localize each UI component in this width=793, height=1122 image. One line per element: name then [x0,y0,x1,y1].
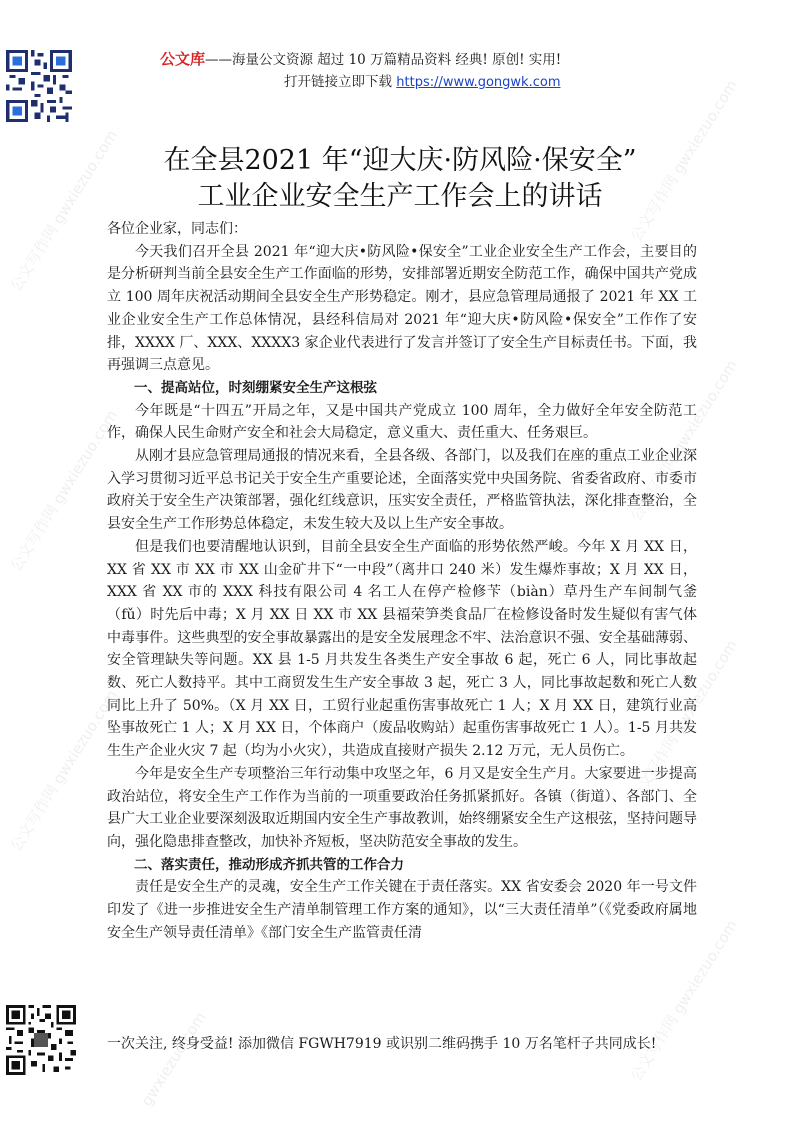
footer-note: 一次关注, 终身受益! 添加微信 FGWH7919 或识别二维码携手 10 万名笔杆子共同成长! [107,1036,657,1052]
paragraph: 今年是安全生产专项整治三年行动集中攻坚之年，6 月又是安全生产月。大家要进一步提高政治站位，将安全生产工作作为当前的一项重要政治任务抓紧抓好。各镇（街道）、各部门、全县广大工业企业要深刻汲取近期国内安全生产事故教训，始终绷紧安全生产这根弦，坚持问题导向，强化隐患排查整改，加快补齐短板，坚决防范安全事故的发生。 [107,765,697,850]
watermark: 公文写作网 gwxiezuo.com [6,406,122,575]
watermark: 公文写作网 gwxiezuo.com [626,636,742,805]
watermark: 公文写作网 gwxiezuo.com [626,916,742,1085]
brand-name: 公文库 [160,50,206,68]
document-title [100,143,700,215]
paragraph: 责任是安全生产的灵魂，安全生产工作关键在于责任落实。XX 省安委会 2020 年一号文件印发了《进一步推进安全生产清单制管理工作方案的通知》，以“三大责任清单”（《党委政府属地安全生产领导责任清单》《部门安全生产监管责任清 [107,879,697,941]
page-header [160,48,720,94]
paragraph: 从刚才县应急管理局通报的情况来看，全县各级、各部门，以及我们在座的重点工业企业深入学习贯彻习近平总书记关于安全生产重要论述，全面落实党中央国务院、省委省政府、市委市政府关于安全生产决策部署，强化红线意识，压实安全责任，严格监管执法，深化排查整治，全县安全生产工作形势总体稳定，未发生较大及以上生产安全事故。 [107,448,697,533]
watermark: 公文写作网 gwxiezuo.com [626,76,742,245]
section-heading: 二、落实责任，推动形成齐抓共管的工作合力 [134,856,404,873]
watermark: 公文写作网 gwxiezuo.com [6,686,122,855]
paragraph: 今天我们召开全县 2021 年“迎大庆•防风险•保安全”工业企业安全生产工作会，主要目的是分析研判当前全县安全生产工作面临的形势，安排部署近期安全防范工作，确保中国共产党成立 100 周年庆祝活动期间全县安全生产形势稳定。刚才，县应急管理局通报了 2021 年 XX 工业企业安全生产工作总体情况，县经科信局对 2021 年“迎大庆•防风险•保安全”工作作了安排，XXXX 厂、XXX、XXXX3 家企业代表进行了发言并签订了安全生产目标责任书。下面，我再强调三点意见。 [107,243,697,374]
qr-code-bottom [6,1005,76,1075]
download-prompt: 打开链接立即下载 [284,74,397,90]
section-heading: 一、提高站位，时刻绷紧安全生产这根弦 [134,379,377,396]
qr-code-top [6,50,72,122]
paragraph: 今年既是“十四五”开局之年，又是中国共产党成立 100 周年，全力做好全年安全防范工作，确保人民生命财产安全和社会大局稳定，意义重大、责任重大、任务艰巨。 [107,402,697,442]
title-line-1: 在全县2021 年“迎大庆·防风险·保安全” [163,145,637,176]
document-body [107,218,697,945]
watermark: 公文写作网 gwxiezuo.com [6,126,122,295]
watermark: 公文写作网 gwxiezuo.com [626,356,742,525]
title-line-2: 工业企业安全生产工作会上的讲话 [197,181,603,212]
salutation: 各位企业家，同志们： [107,221,247,237]
header-tagline: ——海量公文资源 超过 10 万篇精品资料 经典! 原创! 实用! [205,52,562,68]
watermark: gwxiezuo.com [137,1008,210,1110]
website-link[interactable]: https://www.gongwk.com [396,75,561,90]
paragraph: 但是我们也要清醒地认识到，目前全县安全生产面临的形势依然严峻。今年 X 月 XX 日，XX 省 XX 市 XX 市 XX 山金矿井下“一中段”（离井口 240 米）发生爆炸事故；X 月 XX 日，XXX 省 XX 市的 XXX 科技有限公司 4 名工人在停产检修苄（biàn）草丹生产车间制气釜（fǔ）时先后中毒；X 月 XX 日 XX 市 XX 县福荣笋类食品厂在检修设备时发生疑似有害气体中毒事件。这些典型的安全事故暴露出的是安全发展理念不牢、法治意识不强、安全基础薄弱、安全管理缺失等问题。XX 县 1-5 月共发生各类生产安全事故 6 起，死亡 6 人，同比事故起数、死亡人数持平。其中工商贸发生生产安全事故 3 起，死亡 3 人，同比事故起数和死亡人数同比上升了 50%。（X 月 XX 日，工贸行业起重伤害事故死亡 1 人；X 月 XX 日，建筑行业高坠事故死亡 1 人；X 月 XX 日，个体商户（废品收购站）起重伤害事故死亡 1 人）。1-5 月共发生生产企业火灾 7 起（均为小火灾），共造成直接财产损失 2.12 万元，无人员伤亡。 [107,538,697,760]
